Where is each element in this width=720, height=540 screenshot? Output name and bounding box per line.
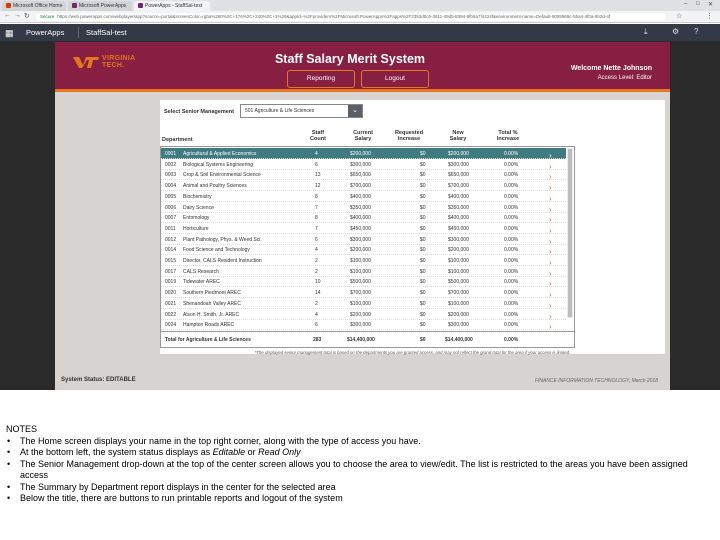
cell-current: $500,000 xyxy=(350,279,371,286)
table-row[interactable] xyxy=(161,148,566,159)
cell-count: 8 xyxy=(315,193,318,200)
note-item: • The Summary by Department report displays in the center for the selected area xyxy=(6,482,714,494)
total-new: $14,400,000 xyxy=(445,337,473,343)
cell-current: $100,000 xyxy=(350,300,371,307)
logo-line2: TECH. xyxy=(102,62,125,69)
cell-code: 0020 xyxy=(165,290,177,297)
cell-code: 0004 xyxy=(165,183,177,190)
cell-name: Hampton Roads AREC xyxy=(183,322,235,329)
cell-count: 14 xyxy=(315,290,321,297)
chevron-down-icon[interactable]: ⌄ xyxy=(348,105,362,117)
note-item: • The Senior Management drop-down at the top of the center screen allows you to choose the area to view/edit. The list is restricted to the areas you have been assigned access xyxy=(6,459,714,482)
cell-req: $0 xyxy=(420,300,426,307)
credit-text: FINANCE INFORMATION TECHNOLOGY, March 2018 xyxy=(534,378,658,384)
chevron-right-icon[interactable]: › xyxy=(549,322,552,332)
chevron-right-icon[interactable]: › xyxy=(549,268,552,278)
virginia-tech-logo xyxy=(73,55,136,69)
bar-divider xyxy=(78,27,79,38)
cell-req: $0 xyxy=(420,247,426,254)
cell-new: $650,000 xyxy=(448,172,469,179)
note-item: • The Home screen displays your name in the top right corner, along with the type of access you have. xyxy=(6,436,714,448)
cell-req: $0 xyxy=(420,258,426,264)
cell-pct: 0.00% xyxy=(504,247,519,254)
logo-line1: VIRGINIA xyxy=(102,55,136,62)
cell-req: $0 xyxy=(420,311,426,318)
chevron-right-icon[interactable]: › xyxy=(549,161,552,171)
cell-new: $100,000 xyxy=(448,258,469,264)
cell-code: 0021 xyxy=(165,300,177,307)
cell-pct: 0.00% xyxy=(504,236,519,243)
cell-new: $500,000 xyxy=(448,279,469,286)
note-item: • At the bottom left, the system status displays as Editable or Read Only xyxy=(6,447,714,459)
table-row[interactable] xyxy=(161,234,566,245)
cell-count: 6 xyxy=(315,161,318,168)
notes-list xyxy=(6,436,714,505)
cell-current: $450,000 xyxy=(350,225,371,232)
col-department: Department xyxy=(162,137,193,143)
cell-current: $400,000 xyxy=(350,215,371,222)
table-row[interactable] xyxy=(161,276,566,287)
cell-code: 0015 xyxy=(165,258,177,264)
table-scrollbar[interactable] xyxy=(567,148,573,318)
star-icon[interactable]: ☆ xyxy=(676,13,683,20)
app-name: StaffSal-test xyxy=(86,28,127,37)
cell-new: $200,000 xyxy=(448,247,469,254)
cell-code: 0006 xyxy=(165,204,177,211)
notes-section xyxy=(6,424,714,505)
cell-name: Horticulture xyxy=(183,225,209,232)
cell-new: $100,000 xyxy=(448,268,469,275)
table-row[interactable] xyxy=(161,319,566,330)
chevron-right-icon[interactable]: › xyxy=(549,225,552,235)
cell-pct: 0.00% xyxy=(504,311,519,318)
cell-count: 13 xyxy=(315,172,321,179)
cell-pct: 0.00% xyxy=(504,268,519,275)
cell-current: $300,000 xyxy=(350,161,371,168)
table-row[interactable] xyxy=(161,255,566,266)
cell-count: 4 xyxy=(315,151,318,157)
cell-pct: 0.00% xyxy=(504,151,519,157)
cell-name: CALS Research xyxy=(183,268,219,275)
cell-req: $0 xyxy=(420,279,426,286)
cell-req: $0 xyxy=(420,322,426,329)
total-req: $0 xyxy=(420,337,426,343)
cell-current: $100,000 xyxy=(350,258,371,264)
cell-pct: 0.00% xyxy=(504,172,519,179)
scrollbar-thumb[interactable] xyxy=(568,149,572,317)
cell-new: $300,000 xyxy=(448,161,469,168)
department-table xyxy=(160,146,575,348)
download-icon[interactable]: ⤓ xyxy=(644,27,648,36)
cell-new: $400,000 xyxy=(448,215,469,222)
reporting-button[interactable]: Reporting xyxy=(287,70,355,88)
cell-pct: 0.00% xyxy=(504,204,519,211)
cell-current: $700,000 xyxy=(350,183,371,190)
cell-new: $350,000 xyxy=(448,204,469,211)
summary-panel xyxy=(160,100,665,354)
cell-current: $350,000 xyxy=(350,204,371,211)
table-row[interactable] xyxy=(161,180,566,191)
cell-current: $100,000 xyxy=(350,268,371,275)
total-count: 283 xyxy=(313,337,322,343)
cell-name: Entomology xyxy=(183,215,210,222)
cell-current: $300,000 xyxy=(350,236,371,243)
welcome-text: Welcome Nette Johnson xyxy=(570,65,652,72)
cell-current: $200,000 xyxy=(350,311,371,318)
total-label: Total for Agriculture & Life Sciences xyxy=(165,337,251,343)
cell-new: $200,000 xyxy=(448,151,469,157)
cell-pct: 0.00% xyxy=(504,215,519,222)
cell-name: Biochemistry xyxy=(183,193,212,200)
cell-name: Southern Piedmont AREC xyxy=(183,290,241,297)
logout-button[interactable]: Logout xyxy=(361,70,429,88)
cell-req: $0 xyxy=(420,236,426,243)
table-row[interactable] xyxy=(161,298,566,309)
cell-current: $700,000 xyxy=(350,290,371,297)
cell-code: 0024 xyxy=(165,322,177,329)
cell-name: Director, CALS Resident Instruction xyxy=(183,258,262,264)
senior-management-label: Select Senior Management xyxy=(164,109,234,115)
cell-name: Plant Pathology, Phys. & Weed Sci. xyxy=(183,236,262,243)
table-row[interactable] xyxy=(161,191,566,202)
col-requested-increase: Requested Increase xyxy=(394,130,424,142)
col-total-pct: Total % Increase xyxy=(496,130,520,142)
table-row[interactable] xyxy=(161,212,566,223)
cell-new: $450,000 xyxy=(448,225,469,232)
cell-req: $0 xyxy=(420,161,426,168)
table-row[interactable] xyxy=(161,169,566,180)
total-row xyxy=(161,331,574,347)
browser-tab-staffsal[interactable]: PowerApps - StaffSal-test xyxy=(134,1,210,11)
cell-count: 2 xyxy=(315,258,318,264)
cell-current: $400,000 xyxy=(350,193,371,200)
minimize-icon[interactable]: – xyxy=(684,1,688,7)
chevron-right-icon[interactable]: › xyxy=(549,204,552,214)
cell-code: 0011 xyxy=(165,225,176,232)
cell-code: 0002 xyxy=(165,161,177,168)
cell-name: Alson H. Smith, Jr. AREC xyxy=(183,311,240,318)
chevron-right-icon[interactable]: › xyxy=(549,172,552,182)
cell-code: 0003 xyxy=(165,172,177,179)
cell-pct: 0.00% xyxy=(504,225,519,232)
cell-req: $0 xyxy=(420,151,426,157)
cell-req: $0 xyxy=(420,204,426,211)
table-row[interactable] xyxy=(161,159,566,170)
powerapps-icon xyxy=(72,3,77,8)
cell-pct: 0.00% xyxy=(504,161,519,168)
cell-current: $200,000 xyxy=(350,151,371,157)
cell-count: 2 xyxy=(315,268,318,275)
cell-name: Crop & Soil Environmental Science xyxy=(183,172,261,179)
chevron-right-icon[interactable]: › xyxy=(549,151,552,160)
cell-count: 8 xyxy=(315,215,318,222)
cell-req: $0 xyxy=(420,225,426,232)
browser-addressbar xyxy=(0,11,720,23)
browser-tab-powerapps[interactable]: Microsoft PowerApps xyxy=(68,1,132,11)
cell-name: Tidewater AREC xyxy=(183,279,220,286)
reload-icon[interactable]: ↻ xyxy=(24,13,30,20)
cell-new: $300,000 xyxy=(448,236,469,243)
access-level: Access Level: Editor xyxy=(597,75,652,81)
cell-code: 0007 xyxy=(165,215,177,222)
cell-pct: 0.00% xyxy=(504,183,519,190)
chevron-right-icon[interactable]: › xyxy=(549,193,552,203)
col-new-salary: New Salary xyxy=(449,130,467,142)
total-current: $14,400,000 xyxy=(347,337,375,343)
cell-new: $100,000 xyxy=(448,300,469,307)
cell-current: $650,000 xyxy=(350,172,371,179)
cell-count: 2 xyxy=(315,300,318,307)
cell-name: Food Science and Technology xyxy=(183,247,250,254)
menu-icon[interactable]: ⋮ xyxy=(706,13,713,20)
cell-req: $0 xyxy=(420,193,426,200)
chevron-right-icon[interactable]: › xyxy=(549,300,552,310)
cell-pct: 0.00% xyxy=(504,193,519,200)
cell-count: 10 xyxy=(315,279,321,286)
system-status: System Status: EDITABLE xyxy=(61,377,136,383)
app-launcher-icon[interactable]: ▦ xyxy=(5,28,14,38)
cell-name: Animal and Poultry Sciences xyxy=(183,183,247,190)
cell-req: $0 xyxy=(420,172,426,179)
cell-count: 4 xyxy=(315,311,318,318)
total-pct: 0.00% xyxy=(504,337,519,343)
office-icon xyxy=(6,3,11,8)
help-icon[interactable]: ? xyxy=(694,27,699,36)
close-icon[interactable]: ✕ xyxy=(708,2,714,8)
chevron-right-icon[interactable]: › xyxy=(549,258,552,267)
senior-management-dropdown[interactable] xyxy=(240,104,363,118)
dropdown-value: 501 Agriculture & Life Sciences xyxy=(245,108,315,114)
back-icon[interactable]: ← xyxy=(4,12,11,19)
cell-count: 7 xyxy=(315,225,318,232)
note-item: • Below the title, there are buttons to run printable reports and logout of the system xyxy=(6,493,714,505)
cell-name: Agricultural & Applied Economics xyxy=(183,151,257,157)
cell-new: $300,000 xyxy=(448,322,469,329)
cell-pct: 0.00% xyxy=(504,258,519,264)
cell-code: 0014 xyxy=(165,247,177,254)
table-row[interactable] xyxy=(161,202,566,213)
cell-req: $0 xyxy=(420,215,426,222)
cell-pct: 0.00% xyxy=(504,322,519,329)
col-staff-count: Staff Count xyxy=(310,130,326,142)
browser-tab-office[interactable]: Microsoft Office Home xyxy=(2,1,66,11)
chevron-right-icon[interactable]: › xyxy=(549,183,552,193)
cell-pct: 0.00% xyxy=(504,290,519,297)
secure-label: Secure xyxy=(40,14,55,19)
cell-new: $400,000 xyxy=(448,193,469,200)
table-row[interactable] xyxy=(161,309,566,320)
page-title: Staff Salary Merit System xyxy=(274,52,426,66)
chevron-right-icon[interactable]: › xyxy=(549,311,552,321)
chevron-right-icon[interactable]: › xyxy=(549,279,552,289)
powerapps-icon xyxy=(138,3,143,8)
notes-title: NOTES xyxy=(6,424,38,434)
cell-current: $200,000 xyxy=(350,247,371,254)
powerapps-title: PowerApps xyxy=(26,28,65,37)
cell-name: Dairy Science xyxy=(183,204,214,211)
powerapps-bar xyxy=(0,24,720,41)
footnote: *The displayed senior management total is based on the departments you are granted access, and may not reflect the grand total for the area if your access is limited. xyxy=(254,350,571,355)
cell-code: 0022 xyxy=(165,311,177,318)
app-canvas xyxy=(55,42,670,390)
browser-tabbar xyxy=(0,0,720,11)
cell-count: 12 xyxy=(315,183,321,190)
cell-pct: 0.00% xyxy=(504,279,519,286)
cell-new: $700,000 xyxy=(448,290,469,297)
cell-code: 0019 xyxy=(165,279,177,286)
cell-req: $0 xyxy=(420,290,426,297)
cell-name: Shenandoah Valley AREC xyxy=(183,300,242,307)
url-text: https://web.powerapps.com/webplayer/app?source=portal&screenColor=rgba%280%2C+176%2C+240%2C+1%29&appId=%2Fproviders%2FMicrosoft.PowerApps%2Fapps%2F2353d0c6-3611-49d5-8394-9fb5a7f4424f&environment-name=Default-9095969c-5ba4-4f0a-9b2d-4f xyxy=(57,14,611,19)
cell-name: Biological Systems Engineering xyxy=(183,161,254,168)
maximize-icon[interactable]: □ xyxy=(696,1,700,7)
cell-req: $0 xyxy=(420,268,426,275)
table-row[interactable] xyxy=(161,287,566,298)
cell-code: 0005 xyxy=(165,193,177,200)
table-row[interactable] xyxy=(161,244,566,255)
chevron-right-icon[interactable]: › xyxy=(549,236,552,246)
url-field[interactable] xyxy=(36,13,666,21)
cell-new: $200,000 xyxy=(448,311,469,318)
cell-req: $0 xyxy=(420,183,426,190)
table-row[interactable] xyxy=(161,266,566,277)
cell-count: 7 xyxy=(315,204,318,211)
col-current-salary: Current Salary xyxy=(353,130,373,142)
chevron-right-icon[interactable]: › xyxy=(549,215,552,225)
cell-pct: 0.00% xyxy=(504,300,519,307)
cell-count: 4 xyxy=(315,247,318,254)
table-row[interactable] xyxy=(161,223,566,234)
cell-code: 0001 xyxy=(165,151,177,157)
vt-logo-icon xyxy=(73,55,99,69)
forward-icon[interactable]: → xyxy=(14,12,21,19)
chevron-right-icon[interactable]: › xyxy=(549,247,552,257)
cell-new: $700,000 xyxy=(448,183,469,190)
cell-count: 6 xyxy=(315,236,318,243)
app-header xyxy=(55,42,670,92)
cell-current: $300,000 xyxy=(350,322,371,329)
chevron-right-icon[interactable]: › xyxy=(549,290,552,300)
cell-code: 0017 xyxy=(165,268,177,275)
cell-count: 6 xyxy=(315,322,318,329)
settings-icon[interactable]: ⚙ xyxy=(672,27,680,36)
cell-code: 0012 xyxy=(165,236,177,243)
